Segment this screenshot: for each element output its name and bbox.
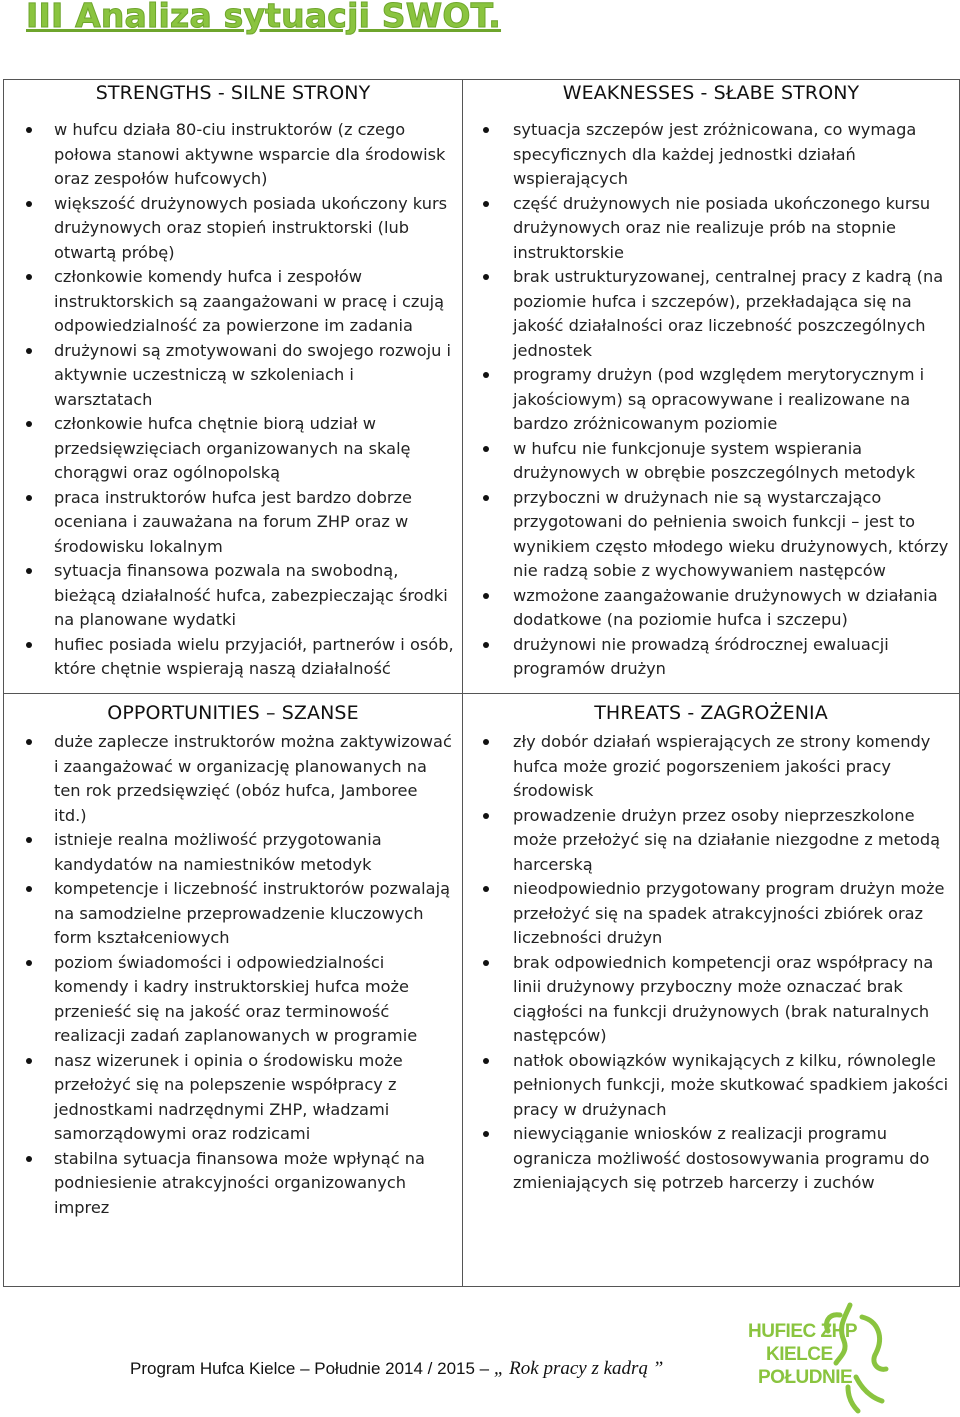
strengths-cell (4, 80, 463, 694)
opportunities-list (4, 730, 462, 1220)
list-item-text: stabilna sytuacja finansowa może wpłynąć na podniesienie atrakcyjności organizowanych imprez (54, 1148, 425, 1217)
weaknesses-list (463, 118, 959, 682)
bullet-icon (26, 127, 32, 133)
bullet-icon (483, 642, 489, 648)
list-item-text: wzmożone zaangażowanie drużynowych w działania dodatkowe (na poziomie hufca i szczepu) (513, 585, 938, 629)
hufiec-logo (744, 1297, 894, 1415)
list-item (4, 828, 462, 877)
list-item-text: w hufcu działa 80-ciu instruktorów (z czego połowa stanowi aktywne wsparcie dla środowisk oraz zespołów hufcowych) (54, 120, 446, 188)
bullet-icon (26, 960, 32, 966)
list-item (463, 192, 959, 266)
list-item (4, 1049, 462, 1147)
list-item (4, 633, 462, 682)
list-item-text: programy drużyn (pod względem merytorycznym i jakościowym) są opracowywane i realizowane na bardzo zróżnicowanym poziomie (513, 365, 925, 433)
bullet-icon (26, 274, 32, 280)
bullet-icon (483, 274, 489, 280)
list-item (4, 265, 462, 339)
list-item-text: prowadzenie drużyn przez osoby nieprzeszkolone może przełożyć się na działanie niezgodne z metodą harcerską (513, 805, 941, 874)
list-item (4, 1147, 462, 1221)
page-title: III Analiza sytuacji SWOT. (26, 0, 502, 35)
list-item-text: brak ustrukturyzowanej, centralnej pracy z kadrą (na poziomie hufca i szczepów), przekładająca się na jakość działalności oraz liczebność poszczególnych jednostek (513, 267, 944, 360)
list-item (463, 363, 959, 437)
bullet-icon (26, 642, 32, 648)
list-item-text: niewyciąganie wniosków z realizacji programu ogranicza możliwość dostosowywania programu do zmieniających się potrzeb harcerzy i zuchów (513, 1124, 930, 1192)
footer (130, 1358, 663, 1380)
list-item (463, 804, 959, 878)
bullet-icon (26, 1156, 32, 1162)
bullet-icon (483, 127, 489, 133)
list-item-text: kompetencje i liczebność instruktorów pozwalają na samodzielne przeprowadzenie kluczowych form kształceniowych (54, 879, 451, 947)
list-item-text: drużynowi są zmotywowani do swojego rozwoju i aktywnie uczestniczą w szkoleniach i warsztatach (54, 340, 452, 409)
list-item-text: sytuacja szczepów jest zróżnicowana, co wymaga specyficznych dla każdej jednostki działań wspierających (513, 120, 917, 188)
bullet-icon (483, 201, 489, 207)
list-item-text: nasz wizerunek i opinia o środowisku może przełożyć się na polepszenie współpracy z jednostkami nadrzędnymi ZHP, władzami samorządowymi oraz rodzicami (54, 1050, 403, 1143)
list-item-text: drużynowi nie prowadzą śródrocznej ewaluacji programów drużyn (513, 634, 889, 678)
list-item (463, 633, 959, 682)
footer-program-text: Program Hufca Kielce – Południe 2014 / 2015 – (130, 1359, 490, 1378)
list-item-text: część drużynowych nie posiada ukończonego kursu drużynowych oraz nie realizuje prób na stopnie instruktorskie (513, 193, 931, 262)
weaknesses-cell (463, 80, 959, 694)
threats-list (463, 730, 959, 1196)
list-item-text: członkowie komendy hufca i zespołów instruktorskich są zaangażowani w pracę i czują odpowiedzialność za powierzone im zadania (54, 267, 445, 335)
list-item-text: natłok obowiązków wynikających z kilku, równolegle pełnionych funkcji, może skutkować spadkiem jakości pracy w drużynach (513, 1050, 949, 1119)
list-item (463, 265, 959, 363)
list-item (4, 877, 462, 951)
list-item-text: nieodpowiednio przygotowany program drużyn może przełożyć się na spadek atrakcyjności zbiórek oraz liczebności drużyn (513, 879, 945, 947)
bullet-icon (483, 813, 489, 819)
bullet-icon (26, 201, 32, 207)
logo-line-1: HUFIEC ZHP (748, 1321, 857, 1342)
list-item-text: duże zaplecze instruktorów można zaktywizować i zaangażować w organizację planowanych na ten rok przedsięwzięć (obóz hufca, Jamboree itd.) (54, 732, 452, 825)
list-item-text: istnieje realna możliwość przygotowania kandydatów na namiestników metodyk (54, 830, 382, 874)
list-item-text: praca instruktorów hufca jest bardzo dobrze oceniana i zauważana na forum ZHP oraz w środowisku lokalnym (54, 487, 412, 556)
list-item (463, 486, 959, 584)
bullet-icon (26, 886, 32, 892)
list-item (463, 118, 959, 192)
bullet-icon (483, 495, 489, 501)
strengths-list (4, 118, 462, 682)
list-item (463, 1049, 959, 1123)
list-item (4, 559, 462, 633)
list-item (463, 951, 959, 1049)
bullet-icon (26, 739, 32, 745)
bullet-icon (483, 372, 489, 378)
list-item-text: hufiec posiada wielu przyjaciół, partnerów i osób, które chętnie wspierają naszą działalność (54, 634, 454, 678)
list-item-text: w hufcu nie funkcjonuje system wspierania drużynowych w obrębie poszczególnych metodyk (513, 438, 916, 482)
bullet-icon (26, 348, 32, 354)
list-item (463, 584, 959, 633)
list-item (4, 118, 462, 192)
logo-line-2: KIELCE (766, 1344, 833, 1365)
threats-heading: THREATS - ZAGROŻENIA (594, 702, 828, 724)
list-item-text: przyboczni w drużynach nie są wystarczająco przygotowani do pełnienia swoich funkcji – jest to wynikiem często młodego wieku drużynowych, którzy nie radzą sobie z wychowywaniem następców (513, 487, 949, 580)
weaknesses-heading: WEAKNESSES - SŁABE STRONY (562, 82, 860, 104)
list-item (4, 339, 462, 413)
bullet-icon (483, 960, 489, 966)
list-item (4, 192, 462, 266)
bullet-icon (483, 1058, 489, 1064)
list-item (4, 730, 462, 828)
list-item (463, 1122, 959, 1196)
bullet-icon (26, 495, 32, 501)
list-item-text: członkowie hufca chętnie biorą udział w przedsięwzięciach organizowanych na skalę chorągwi oraz ogólnopolską (54, 414, 411, 482)
list-item-text: sytuacja finansowa pozwala na swobodną, bieżącą działalność hufca, zabezpieczając środki na planowane wydatki (54, 561, 448, 629)
footer-quote: „ Rok pracy z kadrą ” (493, 1358, 664, 1379)
bullet-icon (26, 837, 32, 843)
bullet-icon (26, 421, 32, 427)
list-item (463, 437, 959, 486)
swot-table (3, 79, 960, 1287)
strengths-heading: STRENGTHS - SILNE STRONY (95, 82, 371, 104)
opportunities-heading: OPPORTUNITIES – SZANSE (107, 702, 359, 724)
bullet-icon (483, 739, 489, 745)
list-item (4, 412, 462, 486)
list-item (463, 877, 959, 951)
opportunities-cell (4, 694, 463, 1286)
list-item-text: brak odpowiednich kompetencji oraz współpracy na linii drużynowy przyboczny może oznaczać brak ciągłości na funkcji drużynowych (brak naturalnych następców) (513, 952, 934, 1045)
logo-line-3: POŁUDNIE (758, 1367, 853, 1388)
bullet-icon (483, 1131, 489, 1137)
threats-cell (463, 694, 959, 1286)
list-item-text: zły dobór działań wspierających ze strony komendy hufca może grozić pogorszeniem jakości pracy środowisk (513, 732, 931, 800)
bullet-icon (26, 1058, 32, 1064)
list-item (4, 486, 462, 560)
bullet-icon (26, 568, 32, 574)
bullet-icon (483, 593, 489, 599)
list-item-text: większość drużynowych posiada ukończony kurs drużynowych oraz stopień instruktorski (lub otwartą próbę) (54, 193, 448, 262)
bullet-icon (483, 446, 489, 452)
list-item (463, 730, 959, 804)
list-item (4, 951, 462, 1049)
bullet-icon (483, 886, 489, 892)
list-item-text: poziom świadomości i odpowiedzialności komendy i kadry instruktorskiej hufca może przenieść się na jakość oraz terminowość realizacji zadań zaplanowanych w programie (54, 952, 418, 1045)
